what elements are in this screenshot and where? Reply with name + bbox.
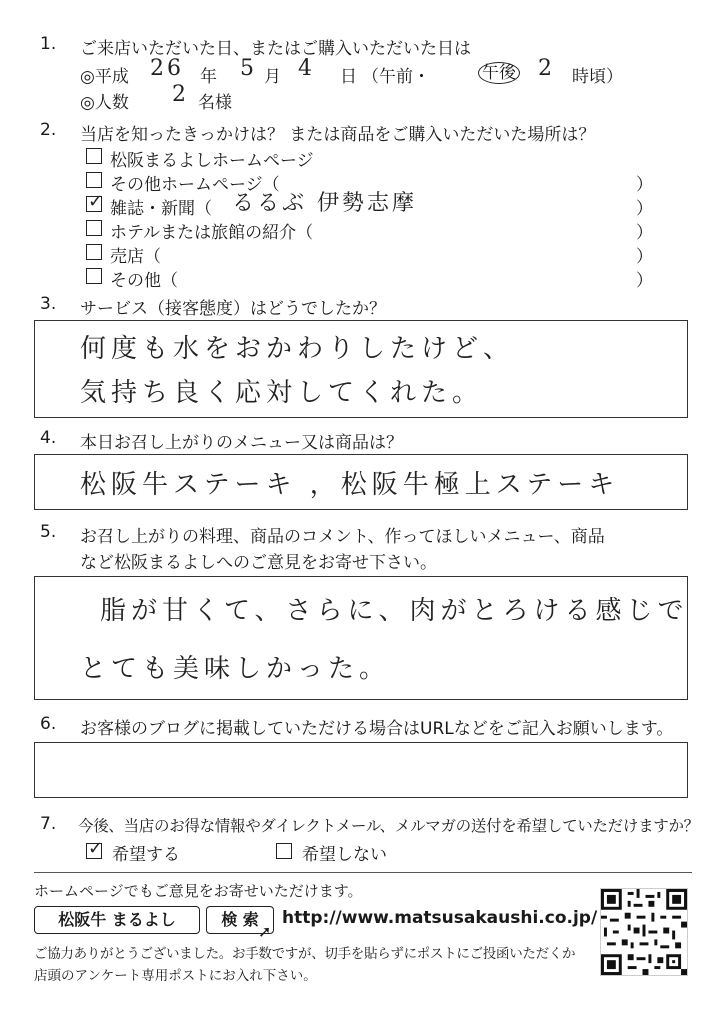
check-mark-icon: ✓ [88,838,104,859]
q5-number: 5. [40,522,57,542]
pm-circled: 午後 [478,62,520,84]
option-checkbox-magazine[interactable] [86,191,104,212]
option-label-other-homepage: その他ホームページ（ [110,175,280,195]
footer-divider [34,872,692,873]
q7-question: 今後、当店のお得な情報やダイレクトメール、メルマガの送付を希望していただけますか？ [78,817,699,835]
q1-number: 1. [40,34,57,54]
q3-answer-line2: 気持ち良く応対してくれた。 [80,378,484,408]
q4-answer: 松阪牛ステーキ ，松阪牛極上ステーキ [80,470,620,500]
q5-answer-line2: とても美味しかった。 [80,654,391,684]
people-value: 2 [172,82,189,107]
q4-question: 本日お召し上がりのメニュー又は商品は？ [80,433,403,453]
newsletter-yes-checkbox[interactable] [86,838,104,859]
option-label-other: その他（ [110,271,178,291]
option-label-shop: 売店（ [110,247,161,267]
option-checkbox-hotel[interactable] [86,220,102,236]
option-label-magazine: 雑誌・新聞（ [110,199,212,219]
month-unit: 月 [264,67,281,87]
newsletter-yes-label: 希望する [112,845,180,865]
hour-value: 2 [538,56,555,81]
close-paren: ） [636,223,653,243]
q6-answer-box[interactable] [34,742,688,798]
q4-number: 4. [40,428,57,448]
month-value: 5 [240,56,257,81]
option-checkbox-other-homepage[interactable] [86,172,102,188]
q2-number: 2. [40,120,57,140]
day-value: 4 [298,56,315,81]
ampm-label: （午前・ [362,67,430,87]
q3-number: 3. [40,294,57,314]
search-term-box[interactable]: 松阪牛 まるよし [34,906,200,934]
option-label-homepage: 松阪まるよしホームページ [110,151,314,171]
date-prefix: ◎平成 [80,67,129,87]
q3-question: サービス（接客態度）はどうでしたか？ [80,299,386,319]
q5-question-line2: など松阪まるよしへのご意見をお寄せ下さい。 [80,553,437,573]
option-checkbox-homepage[interactable] [86,148,102,164]
day-unit: 日 [340,67,357,87]
thanks-line2: 店頭のアンケート専用ポストにお入れ下さい。 [34,968,317,984]
people-prefix: ◎人数 [80,93,129,113]
close-paren: ） [636,175,653,195]
footer-note: ホームページでもご意見をお寄せいただけます。 [34,882,363,900]
close-paren: ） [636,271,653,291]
option-checkbox-shop[interactable] [86,244,102,260]
hour-unit: 時頃） [572,67,623,87]
q5-answer-line1: 脂が甘くて、さらに、肉がとろける感じで [100,596,689,626]
q1-question: ご来店いただいた日、またはご購入いただいた日は [80,39,471,59]
thanks-line1: ご協力ありがとうございました。お手数ですが、切手を貼らずにポストにご投函いただくか [34,946,576,962]
magazine-fill: るるぶ 伊勢志摩 [232,191,417,216]
q6-number: 6. [40,714,57,734]
q3-answer-line1: 何度も水をおかわりしたけど、 [80,334,515,364]
search-button[interactable]: 検 索 [206,906,274,934]
q5-question-line1: お召し上がりの料理、商品のコメント、作ってほしいメニュー、商品 [80,527,605,547]
newsletter-no-label: 希望しない [302,845,387,865]
close-paren: ） [636,247,653,267]
q2-question: 当店を知ったきっかけは？ または商品をご購入いただいた場所は？ [80,125,596,145]
cursor-icon: ➚ [258,922,272,941]
close-paren: ） [636,199,653,219]
year-value: 26 [150,56,184,81]
people-unit: 名様 [198,93,232,113]
option-checkbox-other[interactable] [86,268,102,284]
qr-code-icon [600,888,688,976]
q6-question: お客様のブログに掲載していただける場合はURLなどをご記入お願いします。 [80,719,674,739]
year-unit: 年 [200,67,217,87]
option-label-hotel: ホテルまたは旅館の紹介（ [110,223,314,243]
newsletter-no-checkbox[interactable] [276,843,292,859]
check-mark-icon: ✓ [88,191,104,212]
q7-number: 7. [40,814,57,834]
website-url[interactable]: http://www.matsusakaushi.co.jp/ [282,908,598,928]
